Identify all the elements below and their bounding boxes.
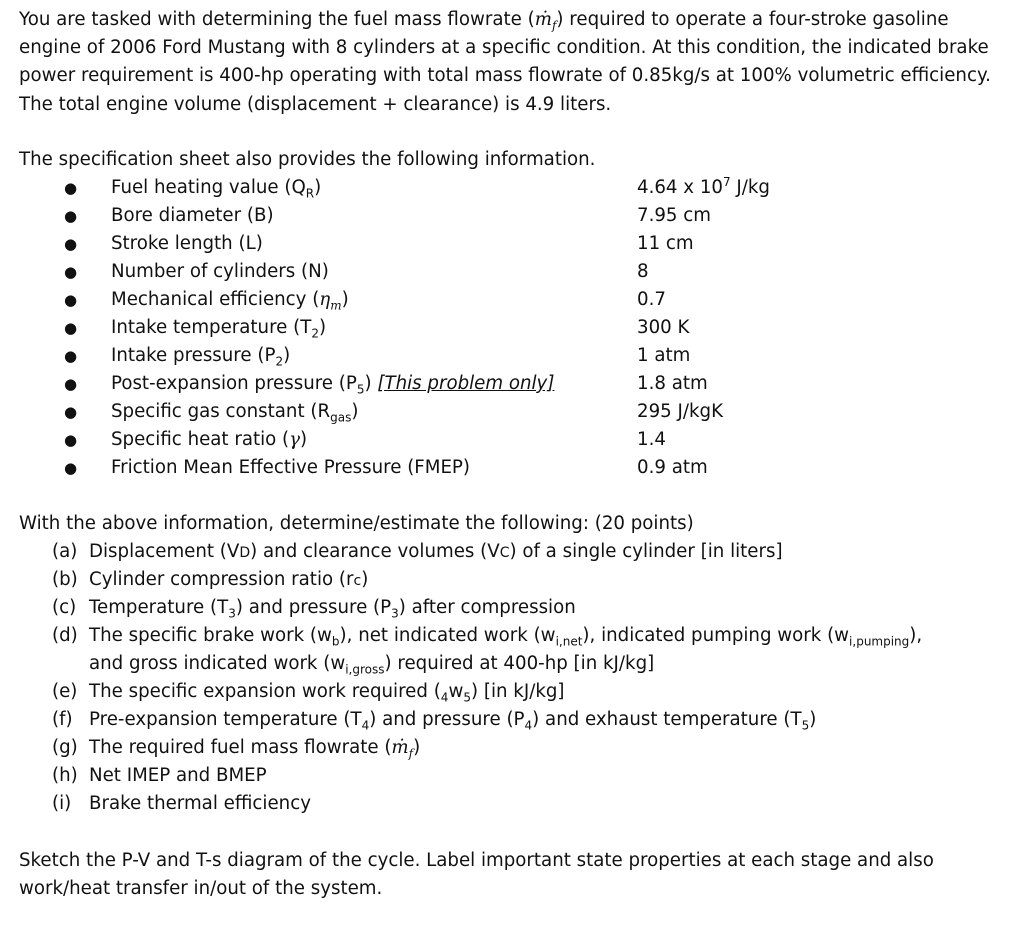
problem-statement: [19, 6, 1009, 119]
spec-item: [0, 174, 1024, 202]
task-letter: (c): [52, 597, 77, 618]
task-text: The specific expansion work required $(_4w_5)$ [in kJ/kg]: [89, 681, 565, 705]
spec-value: 0.9 atm: [637, 457, 708, 478]
spec-value: 0.7: [637, 289, 666, 310]
closing-instruction: Sketch the P-V and T-s diagram of the cycle. Label important state properties at each stage and also work/heat transfer in/out of the system.: [19, 850, 934, 900]
spec-label: Mechanical efficiency $(\eta_m)$: [111, 289, 349, 313]
spec-item: [0, 286, 1024, 314]
spec-note: [This problem only]: [377, 373, 555, 394]
spec-value: 1.4: [637, 429, 666, 450]
spec-value: 1 atm: [637, 345, 691, 366]
spec-value: 11 cm: [637, 233, 694, 254]
bullet-icon: ●: [64, 459, 78, 477]
spec-label: Number of cylinders (N): [111, 261, 329, 282]
task-letter: (a): [52, 541, 78, 562]
task-text: Displacement (VD) and clearance volumes (VC) of a single cylinder [in liters]: [89, 541, 783, 562]
intro-before: You are tasked with determining the fuel mass flowrate (: [19, 9, 535, 30]
spec-item: [0, 230, 1024, 258]
bullet-icon: ●: [64, 431, 78, 449]
spec-intro: The specification sheet also provides the following information.: [19, 149, 596, 170]
spec-value: 8: [637, 261, 649, 282]
spec-label: Stroke length (L): [111, 233, 263, 254]
spec-value: 4.64 x $10^7$ J/kg: [637, 174, 770, 198]
spec-item: [0, 398, 1024, 426]
spec-label: Bore diameter (B): [111, 205, 274, 226]
task-letter: (d): [52, 625, 78, 646]
spec-label: Specific gas constant $(R_{gas})$: [111, 401, 359, 425]
task-letter: (f): [52, 709, 73, 730]
task-text: Cylinder compression ratio (rc): [89, 569, 369, 590]
spec-label: Friction Mean Effective Pressure (FMEP): [111, 457, 470, 478]
spec-value: 300 K: [637, 317, 690, 338]
spec-label: Intake pressure $(P_2)$: [111, 345, 291, 369]
task-letter: (h): [52, 765, 78, 786]
spec-label: Fuel heating value $(Q_R)$: [111, 177, 322, 201]
bullet-icon: ●: [64, 319, 78, 337]
spec-item: [0, 258, 1024, 286]
spec-item: [0, 314, 1024, 342]
spec-value: 295 J/kgK: [637, 401, 723, 422]
task-letter: (e): [52, 681, 78, 702]
tasks-intro: With the above information, determine/estimate the following: (20 points): [19, 513, 694, 534]
spec-item: [0, 202, 1024, 230]
spec-item: [0, 342, 1024, 370]
intro-after: ) required to operate a four-stroke gasoline engine of 2006 Ford Mustang with 8 cylinders at a specific condition. At this condition, the indicated brake power requirement is 400-hp operating with total mass flowrate of 0.85kg/s at 100% volumetric efficiency. The total engine volume (displacement + clearance) is 4.9 liters.: [19, 9, 991, 115]
spec-item: [0, 454, 1024, 482]
bullet-icon: ●: [64, 235, 78, 253]
bullet-icon: ●: [64, 403, 78, 421]
spec-value: 1.8 atm: [637, 373, 708, 394]
task-text: Net IMEP and BMEP: [89, 765, 267, 786]
task-text: The required fuel mass flowrate (ṁ$_f$): [89, 737, 421, 761]
task-text: Pre-expansion temperature $(T_4)$ and pressure $(P_4)$ and exhaust temperature $(T_5)$: [89, 709, 817, 733]
bullet-icon: ●: [64, 375, 78, 393]
spec-value: 7.95 cm: [637, 205, 711, 226]
bullet-icon: ●: [64, 179, 78, 197]
bullet-icon: ●: [64, 291, 78, 309]
bullet-icon: ●: [64, 263, 78, 281]
bullet-icon: ●: [64, 207, 78, 225]
spec-label: Intake temperature $(T_2)$: [111, 317, 327, 341]
bullet-icon: ●: [64, 347, 78, 365]
task-letter: (g): [52, 737, 78, 758]
spec-label: Post-expansion pressure $(P_5)$ [This problem only]: [111, 373, 555, 397]
task-letter: (b): [52, 569, 78, 590]
mdot-symbol: ṁ$_f$: [534, 9, 557, 33]
task-text: Temperature $(T_3)$ and pressure $(P_3)$ after compression: [89, 597, 576, 621]
task-letter: (i): [52, 793, 72, 814]
task-text: Brake thermal efficiency: [89, 793, 311, 814]
task-text: The specific brake work $(w_b)$, net indicated work $(w_{i,net})$, indicated pumping work $(w_{i,pumping})$, and gross indicated work $(w_{i,gross})$ required at 400-hp [in kJ/kg]: [89, 625, 923, 677]
spec-item: [0, 370, 1024, 398]
spec-item: [0, 426, 1024, 454]
spec-label: Specific heat ratio (γ): [111, 429, 308, 450]
